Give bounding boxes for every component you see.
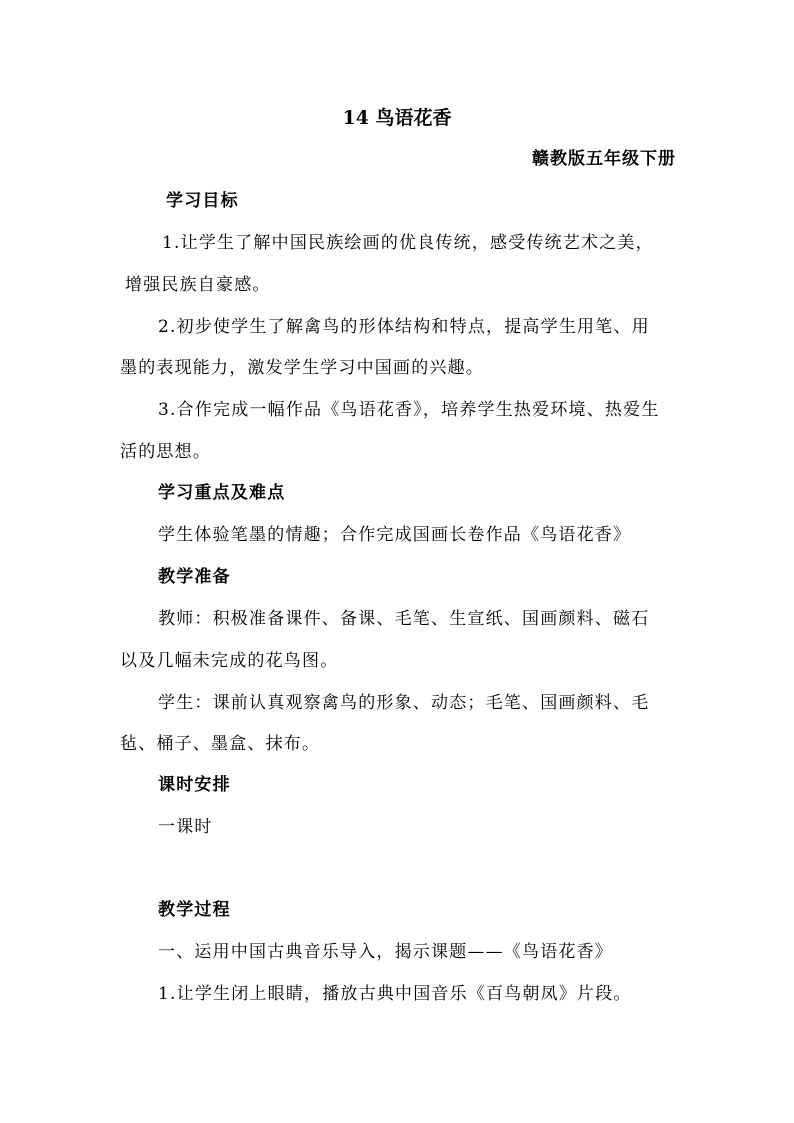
process-step-1: 一、运用中国古典音乐导入，揭示课题——《鸟语花香》 (158, 942, 613, 962)
objective-3-line-1: 3.合作完成一幅作品《鸟语花香》，培养学生热爱环境、热爱生 (158, 400, 660, 420)
objective-1-line-2: 增强民族自豪感。 (125, 275, 271, 295)
student-line-2: 毡、桶子、墨盒、抹布。 (120, 734, 321, 754)
process-heading: 教学过程 (158, 900, 231, 920)
objectives-heading: 学习目标 (166, 191, 239, 211)
objective-1-line-1: 1.让学生了解中国民族绘画的优良传统，感受传统艺术之美， (162, 233, 654, 253)
document-subtitle: 赣教版五年级下册 (532, 149, 676, 169)
keypoints-text: 学生体验笔墨的情趣；合作完成国画长卷作品《鸟语花香》 (158, 525, 632, 545)
document-title: 14 鸟语花香 (342, 107, 452, 129)
objective-3-line-2: 活的思想。 (120, 442, 211, 462)
preparation-heading: 教学准备 (158, 567, 231, 587)
student-line-1: 学生：课前认真观察禽鸟的形象、动态；毛笔、国画颜料、毛 (158, 693, 650, 713)
teacher-line-1: 教师：积极准备课件、备课、毛笔、生宣纸、国画颜料、磁石 (158, 609, 650, 629)
teacher-line-2: 以及几幅未完成的花鸟图。 (120, 651, 339, 671)
schedule-heading: 课时安排 (158, 775, 231, 795)
schedule-text: 一课时 (158, 817, 213, 837)
objective-2-line-1: 2.初步使学生了解禽鸟的形体结构和特点，提高学生用笔、用 (158, 317, 650, 337)
objective-2-line-2: 墨的表现能力，激发学生学习中国画的兴趣。 (120, 358, 484, 378)
keypoints-heading: 学习重点及难点 (158, 483, 286, 503)
process-step-1-1: 1.让学生闭上眼睛，播放古典中国音乐《百鸟朝凤》片段。 (158, 984, 632, 1004)
